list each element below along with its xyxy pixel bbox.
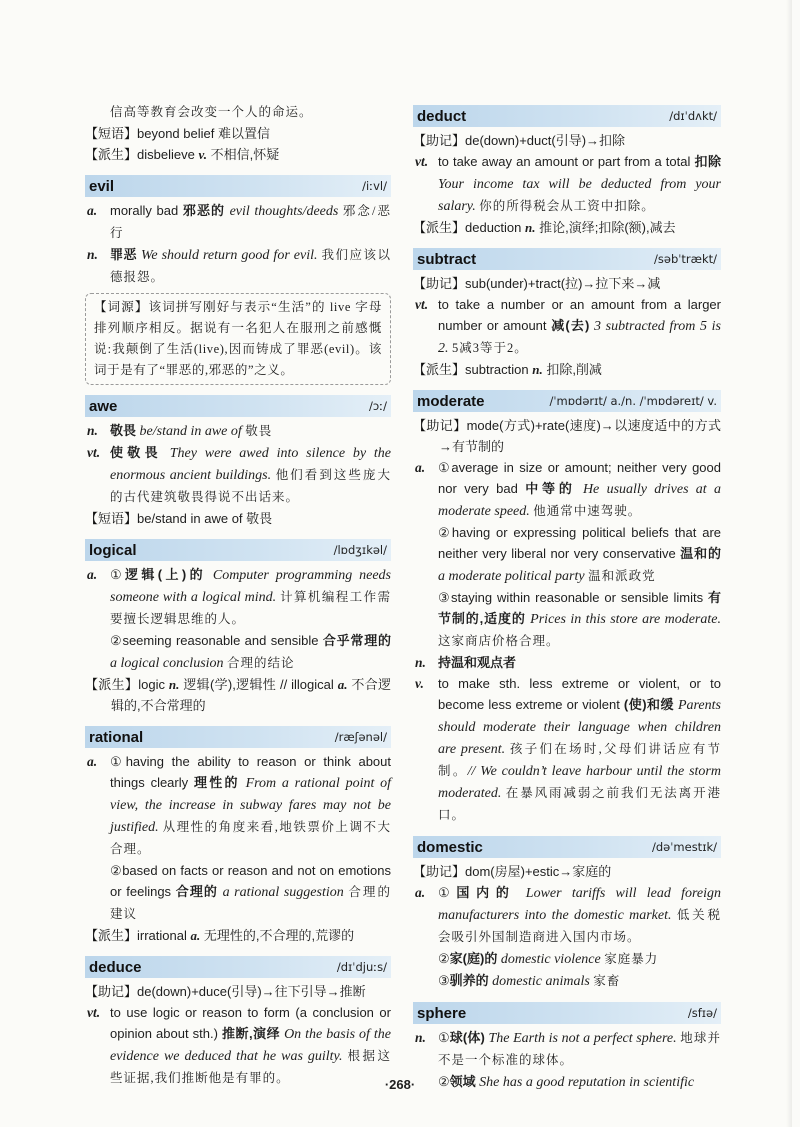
example-sentence: Prices in this store are moderate. (525, 612, 721, 627)
chinese-meaning: 罪恶 (110, 247, 138, 262)
sense-block (413, 457, 721, 652)
note-text: 推论,演绎;扣除(额),减去 (535, 220, 676, 235)
note-tag: 【助记】 (413, 276, 466, 291)
sense-number: ② (110, 633, 123, 648)
note-line (413, 415, 721, 457)
sense-body (110, 564, 391, 674)
note-tag: 【词源】 (94, 300, 149, 314)
etymology-box (85, 293, 391, 385)
note-line (413, 861, 721, 882)
sense-block (413, 294, 721, 359)
sense-block (413, 151, 721, 217)
headword-bar (413, 248, 721, 270)
sense-item (110, 751, 391, 860)
headword: rational (89, 728, 144, 746)
example-sentence: On the basis of the evidence we deduced that he was guilty. (110, 1027, 391, 1064)
part-of-speech-label: a. (415, 885, 426, 900)
definition-text: morally bad (110, 203, 183, 218)
sense-number: ① (110, 567, 126, 582)
chinese-meaning: 球(体) (449, 1030, 485, 1045)
example-sentence: We should return good for evil. (137, 248, 322, 263)
example-translation: 我们应该以德报怨。 (110, 248, 391, 284)
sense-item (110, 244, 391, 288)
sense-block (413, 673, 721, 826)
phonetic-transcription: /ˈmɒdərɪt/ a./n. /ˈmɒdəreɪt/ v. (549, 393, 717, 408)
note-text: 不合逻辑的,不合常理的 (111, 677, 391, 713)
page-number: ·268· (384, 1077, 416, 1092)
note-tag: 【助记】 (413, 418, 467, 433)
example-translation: 低关税会吸引外国制造商进入国内市场。 (438, 908, 721, 944)
example-sentence: domestic violence (497, 952, 605, 967)
example-sentence: domestic animals (488, 974, 594, 989)
sense-body (110, 442, 391, 508)
sense-item (438, 151, 721, 217)
dictionary-entry (85, 395, 391, 529)
example-sentence: evil thoughts/deeds (225, 204, 343, 219)
sense-item (438, 652, 721, 673)
sense-number: ② (438, 951, 450, 966)
example-translation: 家畜 (593, 974, 621, 988)
note-text: sub(under)+tract(拉)→拉下来→减 (465, 276, 661, 291)
phonetic-transcription: /dɪˈdjuːs/ (336, 959, 387, 974)
note-tag: 【派生】 (413, 362, 466, 377)
part-of-speech-label: vt. (87, 1005, 101, 1020)
example-translation: 从理性的角度来看,地铁票价上调不大合理。 (110, 820, 391, 856)
note-tag: 【助记】 (85, 984, 138, 999)
left-column (85, 101, 391, 1089)
note-text: 无理性的,不合理的,荒谬的 (200, 928, 355, 943)
note-text: 难以置信 (217, 126, 270, 141)
headword: awe (89, 397, 118, 415)
sense-number: ① (438, 885, 457, 900)
sense-block (413, 652, 721, 673)
dictionary-entry (413, 836, 721, 992)
chinese-meaning: 家(庭)的 (449, 951, 498, 966)
sense-body (110, 751, 391, 925)
note-line (85, 981, 391, 1002)
sense-item (438, 948, 721, 970)
example-translation: 敬畏 (245, 424, 273, 438)
note-line (413, 273, 721, 294)
note-tag: 【派生】 (85, 677, 139, 692)
note-text: 不相信,怀疑 (207, 147, 280, 162)
sense-item (438, 882, 721, 948)
note-tag: 【派生】 (413, 220, 466, 235)
inline-part-of-speech: a. (337, 677, 348, 692)
sense-body (438, 652, 721, 673)
headword-bar (413, 390, 721, 412)
sense-body (110, 1002, 391, 1089)
sense-item (438, 457, 721, 522)
example-sentence: Your income tax will be deducted from your salary. (438, 177, 721, 214)
dictionary-entry (413, 390, 721, 826)
sense-body (438, 882, 721, 992)
definition-text: having or expressing political beliefs that are neither very liberal nor very conservative (438, 525, 721, 561)
note-tag: 【短语】 (85, 511, 138, 526)
part-of-speech-label: n. (415, 655, 426, 670)
example-sentence: Parents should moderate their language when children are present. (438, 698, 721, 757)
headword: domestic (417, 838, 483, 856)
phonetic-transcription: /ɔː/ (369, 398, 387, 413)
sense-block (85, 200, 391, 244)
part-of-speech-label: vt. (415, 154, 429, 169)
phonetic-transcription: /dɪˈdʌkt/ (669, 108, 717, 123)
etymology-text: 该词拼写刚好与表示“生活”的 live 字母排列顺序相反。据说有一名犯人在服刑之前感慨说:我颠倒了生活(live),因而铸成了罪恶(evil)。该词于是有了“罪恶的,邪恶的”之义。 (94, 300, 382, 377)
part-of-speech-label: a. (87, 567, 98, 582)
example-translation: 地球并不是一个标准的球体。 (438, 1031, 721, 1067)
definition-text: having the ability to reason or think about things clearly (110, 754, 392, 790)
chinese-meaning: 中等的 (525, 481, 576, 496)
chinese-meaning: 温和的 (680, 546, 721, 561)
chinese-meaning: 合理的 (175, 884, 218, 899)
example-translation: 合理的建议 (110, 885, 391, 921)
headword-bar (413, 105, 721, 127)
sense-number: ② (438, 1074, 450, 1089)
chinese-meaning: 有节制的,适度的 (438, 590, 721, 626)
note-tag: 【派生】 (85, 147, 138, 162)
note-tag: 【短语】 (85, 126, 138, 141)
chinese-meaning: 国内的 (456, 885, 516, 900)
dictionary-entry (413, 248, 721, 380)
sense-item (110, 630, 391, 674)
chinese-meaning: 推断,演绎 (222, 1026, 281, 1041)
headword: deduce (89, 958, 142, 976)
example-sentence: He usually drives at a moderate speed. (438, 482, 721, 519)
example-sentence: be/stand in awe of (136, 424, 246, 439)
chinese-meaning: 使敬畏 (110, 445, 162, 460)
part-of-speech-label: n. (415, 1030, 426, 1045)
definition-text: seeming reasonable and sensible (122, 633, 323, 648)
sense-block (85, 442, 391, 508)
note-text: 逻辑(学),逻辑性 // (179, 677, 292, 692)
note-text: 扣除,削减 (542, 362, 602, 377)
inline-part-of-speech: a. (190, 928, 201, 943)
definition-text: to take a number or an amount from a larger number or amount (438, 297, 721, 333)
sense-body (438, 457, 721, 652)
sense-item (438, 587, 721, 652)
note-line (85, 123, 391, 144)
sense-item (110, 1002, 391, 1089)
headword: deduct (417, 107, 467, 125)
part-of-speech-label: vt. (415, 297, 429, 312)
inline-part-of-speech: n. (525, 220, 536, 235)
sense-block (413, 882, 721, 992)
note-text: mode(方式)+rate(速度)→以速度适中的方式→有节制的 (439, 418, 721, 454)
chinese-meaning: 合乎常理的 (322, 633, 391, 648)
dictionary-entry (85, 726, 391, 946)
definition-text: based on facts or reason and not on emotions or feelings (110, 863, 392, 899)
sense-item (438, 1027, 721, 1071)
headword-bar (85, 175, 391, 197)
part-of-speech-label: n. (87, 423, 98, 438)
example-translation: 根据这些证据,我们推断他是有罪的。 (110, 1049, 391, 1085)
sense-block (85, 751, 391, 925)
sense-block (85, 564, 391, 674)
sense-body (110, 420, 391, 442)
sense-body (438, 151, 721, 217)
note-tag: 【派生】 (85, 928, 138, 943)
chinese-meaning: 理性的 (194, 775, 240, 790)
sense-item (110, 200, 391, 244)
sense-item (110, 442, 391, 508)
inline-part-of-speech: n. (168, 677, 180, 692)
sense-item (438, 294, 721, 359)
note-line (413, 359, 721, 380)
phonetic-transcription: /səbˈtrækt/ (654, 251, 717, 266)
note-line (85, 674, 391, 716)
sense-body (110, 200, 391, 244)
example-translation: 这家商店价格合理。 (438, 634, 560, 648)
example-sentence: a rational suggestion (218, 885, 349, 900)
headword: logical (89, 541, 137, 559)
part-of-speech-label: a. (87, 203, 98, 218)
dictionary-entry (85, 175, 391, 385)
dictionary-entry (85, 539, 391, 716)
headword-bar (413, 1002, 721, 1024)
headword-bar (85, 726, 391, 748)
phonetic-transcription: /iːvl/ (362, 178, 387, 193)
note-text: de(down)+duce(引导)→往下引导→推断 (137, 984, 366, 999)
example-sentence: a logical conclusion (110, 656, 228, 671)
right-column (413, 95, 721, 1093)
note-line (85, 508, 391, 529)
definition-text: deduction (465, 220, 526, 235)
inline-part-of-speech: n. (532, 362, 543, 377)
chinese-meaning: 敬畏 (110, 423, 137, 438)
example-translation: 合理的结论 (227, 656, 295, 670)
sense-block (85, 244, 391, 288)
example-sentence: 3 subtracted from 5 is 2. (438, 319, 721, 356)
example-sentence: Computer programming needs someone with a logical mind. (110, 568, 391, 605)
definition-text: be/stand in awe of (137, 511, 247, 526)
example-sentence: She has a good reputation in scientific (475, 1075, 695, 1090)
note-tag: 【助记】 (413, 133, 466, 148)
note-line (413, 217, 721, 238)
definition-text: irrational (137, 928, 191, 943)
sense-item (438, 673, 721, 826)
sense-item (110, 101, 391, 123)
definition-text: beyond belief (137, 126, 218, 141)
example-translation: 5减3等于2。 (452, 341, 528, 355)
part-of-speech-label: n. (87, 247, 98, 262)
example-sentence: a moderate political party (438, 569, 589, 584)
sense-block (85, 1002, 391, 1089)
example-sentence: Lower tariffs will lead foreign manufacturers into the domestic market. (438, 886, 721, 923)
note-line (413, 130, 721, 151)
dictionary-entry (85, 956, 391, 1089)
sense-number: ① (438, 460, 452, 475)
phonetic-transcription: /ræʃənəl/ (334, 729, 387, 744)
headword: evil (89, 177, 115, 195)
phonetic-transcription: /lɒdʒɪkəl/ (333, 542, 387, 557)
sense-number: ② (438, 525, 452, 540)
sense-number: ① (110, 754, 126, 769)
example-translation: 孩子们在场时,父母们讲话应有节制。 (438, 742, 721, 778)
example-translation: 温和派政党 (588, 569, 656, 583)
definition-text: staying within reasonable or sensible limits (450, 590, 708, 605)
definition-text: illogical (291, 677, 338, 692)
part-of-speech-label: v. (415, 676, 424, 691)
sense-item (110, 860, 391, 925)
sense-number: ① (438, 1030, 450, 1045)
example-translation: 在暴风雨减弱之前我们无法离开港口。 (438, 786, 721, 822)
definition-text: logic (138, 677, 169, 692)
sense-item (110, 420, 391, 442)
example-translation: 你的所得税会从工资中扣除。 (479, 199, 655, 213)
example-sentence: They were awed into silence by the enormous ancient buildings. (110, 446, 391, 483)
dictionary-entry (413, 105, 721, 238)
phonetic-transcription: /sfɪə/ (687, 1005, 717, 1020)
chinese-meaning: 逻辑(上)的 (125, 567, 206, 582)
sense-body (110, 101, 391, 123)
note-text: de(down)+duct(引导)→扣除 (465, 133, 626, 148)
part-of-speech-label: vt. (87, 445, 101, 460)
definition-text: to take away an amount or part from a total (438, 154, 695, 169)
example-translation: 他们看到这些庞大的古代建筑敬畏得说不出话来。 (110, 468, 391, 504)
headword-bar (85, 956, 391, 978)
note-tag: 【助记】 (413, 864, 466, 879)
sense-number: ③ (438, 973, 450, 988)
chinese-meaning: 持温和观点者 (438, 655, 517, 670)
headword-bar (85, 539, 391, 561)
headword: moderate (417, 392, 485, 410)
note-line (85, 144, 391, 165)
sense-block (85, 420, 391, 442)
chinese-meaning: 减(去) (551, 318, 590, 333)
note-line (85, 925, 391, 946)
part-of-speech-label: a. (415, 460, 426, 475)
example-translation: 他通常中速驾驶。 (533, 504, 642, 518)
chinese-meaning: 邪恶的 (182, 203, 226, 218)
phonetic-transcription: /dəˈmestɪk/ (652, 839, 717, 854)
sense-item (110, 564, 391, 630)
example-translation: 邪念/恶行 (110, 204, 391, 240)
definition-text: to make sth. less extreme or violent, or to become less extreme or violent (438, 676, 721, 712)
page-edge-shadow (786, 0, 792, 1127)
chinese-meaning: 领域 (449, 1074, 476, 1089)
sense-body (110, 244, 391, 288)
note-text: 敬畏 (246, 511, 273, 526)
note-text: dom(房屋)+estic→家庭的 (465, 864, 612, 879)
chinese-meaning: 扣除 (694, 154, 721, 169)
example-sentence: // We couldn’t leave harbour until the storm moderated. (438, 764, 721, 801)
inline-part-of-speech: v. (198, 147, 207, 162)
headword: sphere (417, 1004, 467, 1022)
sense-number: ② (110, 863, 123, 878)
sense-number: ③ (438, 590, 451, 605)
example-translation: 计算机编程工作需要擅长逻辑思维的人。 (110, 590, 391, 626)
definition-text: disbelieve (137, 147, 199, 162)
example-sentence: From a rational point of view, the increase in subway fares may not be justified. (110, 776, 391, 835)
sense-item (438, 522, 721, 587)
part-of-speech-label: a. (87, 754, 98, 769)
definition-text: to use logic or reason to form (a conclusion or opinion about sth.) (110, 1005, 391, 1041)
sense-body (438, 673, 721, 826)
example-translation: 信高等教育会改变一个人的命运。 (110, 105, 313, 119)
example-sentence: The Earth is not a perfect sphere. (484, 1031, 681, 1046)
chinese-meaning: (使)和缓 (623, 697, 674, 712)
headword-bar (413, 836, 721, 858)
headword-bar (85, 395, 391, 417)
definition-text: average in size or amount; neither very good nor very bad (438, 460, 721, 496)
sense-block (85, 101, 391, 123)
chinese-meaning: 驯养的 (449, 973, 489, 988)
sense-item (438, 970, 721, 992)
example-translation: 家庭暴力 (604, 952, 659, 966)
definition-text: subtraction (465, 362, 533, 377)
sense-body (438, 294, 721, 359)
headword: subtract (417, 250, 477, 268)
